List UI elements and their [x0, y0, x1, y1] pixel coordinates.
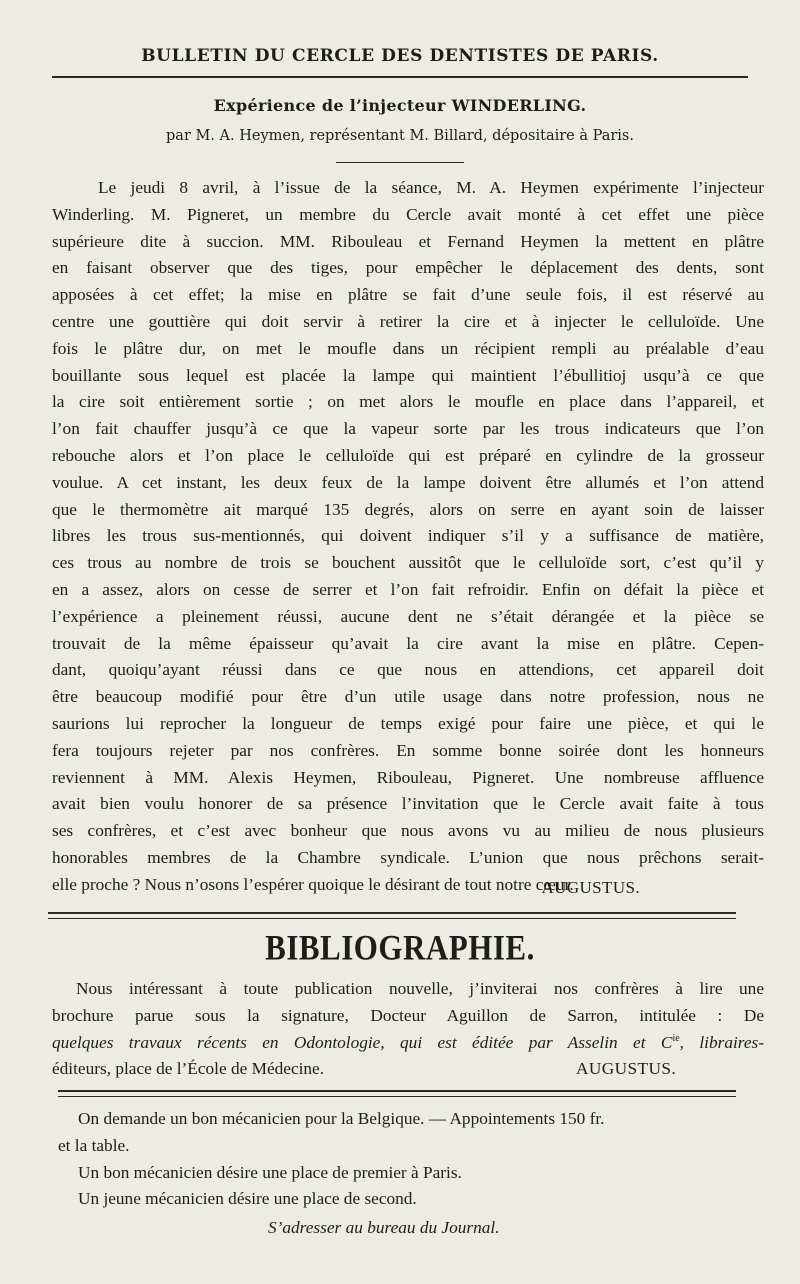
article-line: trouvait de la même épaisseur qu’avait la cire avant la mise en plâtre. Cepen- — [52, 633, 764, 653]
bibliography-line: éditeurs, place de l’École de Médecine. AUGUSTUS. — [52, 1056, 764, 1083]
article-line: ses confrères, et c’est avec bonheur que nous avons vu au milieu de nous plusieurs — [52, 821, 764, 841]
bibliography-line: Nous intéressant à toute publication nouvelle, j’inviterai nos confrères à lire une — [76, 979, 764, 998]
header-rule — [52, 76, 748, 78]
article-line: elle proche ? Nous n’osons l’espérer quoique le désirant de tout notre cœur. — [52, 874, 574, 894]
article-line: supérieure dite à succion. MM. Ribouleau et Fernand Heymen la mettent en plâtre — [52, 231, 764, 251]
article-line: Le jeudi 8 avril, à l’issue de la séance, M. A. Heymen expérimente l’injecteur — [98, 178, 764, 197]
article-line: l’on fait chauffer jusqu’à ce que la vapeur sorte par les trous indicateurs que l’on — [52, 419, 764, 439]
running-head: BULLETIN DU CERCLE DES DENTISTES DE PARIS. — [141, 46, 659, 66]
article-line: que le thermomètre ait marqué 135 degrés, alors on serre en ayant soin de laisser — [52, 499, 764, 519]
article-line: bouillante sous lequel est placée la lampe qui maintient l’ébullitioj usqu’à ce que — [52, 365, 764, 385]
article-line: saurions lui reprocher la longueur de temps exigé pour faire une pièce, et qui le — [52, 713, 764, 733]
article-byline: par M. A. Heymen, représentant M. Billard, dépositaire à Paris. — [166, 128, 634, 144]
bibliography-heading: BIBLIOGRAPHIE. — [265, 927, 535, 968]
article-line: avait bien voulu honorer de sa présence l’invitation que le Cercle avait faite à tous — [52, 794, 764, 814]
ad-line: On demande un bon mécanicien pour la Belgique. — Appointements 150 fr. — [78, 1109, 605, 1128]
article-line: voulue. A cet instant, les deux feux de la lampe doivent être allumés et l’on attend — [52, 472, 764, 492]
ad-line: Un bon mécanicien désire une place de premier à Paris. — [78, 1162, 462, 1182]
article-line: apposées à cet effet; la mise en plâtre se fait d’une seule fois, il est réservé au — [52, 285, 764, 305]
bibliography-line: quelques travaux récents en Odontologie, qui est éditée par Asselin et $C^{ie}$, libraires- — [52, 1032, 764, 1052]
article-line: être beaucoup modifié pour être d’un utile usage dans notre profession, nous ne — [52, 687, 764, 707]
article-line: centre une gouttière qui doit servir à retirer la cire et à injecter le celluloïde. Une — [52, 311, 764, 331]
title-divider — [336, 162, 464, 163]
book-title-italic: quelques travaux récents en Odontologie, — [52, 1032, 385, 1052]
article-line: dant, quoiqu’ayant réussi dans ce que nous en attendions, cet appareil doit — [52, 660, 764, 680]
article-line: en faisant observer que des tiges, pour empêcher le déplacement des dents, sont — [52, 258, 764, 278]
bibliography-signature: AUGUSTUS. — [576, 1059, 677, 1079]
ads-double-rule — [58, 1090, 736, 1097]
article-line: Winderling. M. Pigneret, un membre du Cercle avait monté à cet effet une pièce — [52, 204, 764, 224]
article-line: honorables membres de la Chambre syndicale. L’union que nous prêchons serait- — [52, 847, 764, 867]
classified-ads — [58, 1106, 758, 1242]
article-signature: AUGUSTUS. — [541, 878, 640, 897]
article-line: en a assez, alors on cesse de serrer et l’on fait refroidir. Enfin on défait la pièce et — [52, 579, 764, 599]
bibliography-line: brochure parue sous la signature, Docteur Aguillon de Sarron, intitulée : De — [52, 1005, 764, 1025]
article-line: ces trous au nombre de trois se bouchent aussitôt que le celluloïde sort, c’est qu’il y — [52, 553, 764, 573]
article-title: Expérience de l’injecteur WINDERLING. — [213, 96, 587, 115]
article-line: reviennent à MM. Alexis Heymen, Ribouleau, Pigneret. Une nombreuse affluence — [52, 767, 764, 787]
article-line: fera toujours rejeter par nos confrères. En somme bonne soirée dont les honneurs — [52, 740, 764, 760]
section-double-rule — [48, 912, 736, 919]
article-body — [52, 175, 764, 899]
article-line: rebouche alors et l’on place le celluloïde qui est préparé en cylindre de la grosseur — [52, 445, 764, 465]
article-line: l’expérience a pleinement réussi, aucune dent ne s’était dérangée et la pièce se — [52, 606, 764, 626]
article-line: fois le plâtre dur, on met le moufle dans un récipient rempli au préalable d’eau — [52, 338, 764, 358]
bibliography-body — [52, 976, 764, 1083]
article-line: la cire soit entièrement sortie ; on met alors le moufle en place dans l’appareil, et — [52, 392, 764, 412]
article-line: libres les trous sus-mentionnés, qui doivent indiquer s’il y a suffisance de matière, — [52, 526, 764, 546]
ad-line: et la table. — [58, 1135, 130, 1155]
ad-line: Un jeune mécanicien désire une place de second. — [78, 1189, 417, 1209]
ad-contact: S’adresser au bureau du Journal. — [268, 1218, 500, 1238]
